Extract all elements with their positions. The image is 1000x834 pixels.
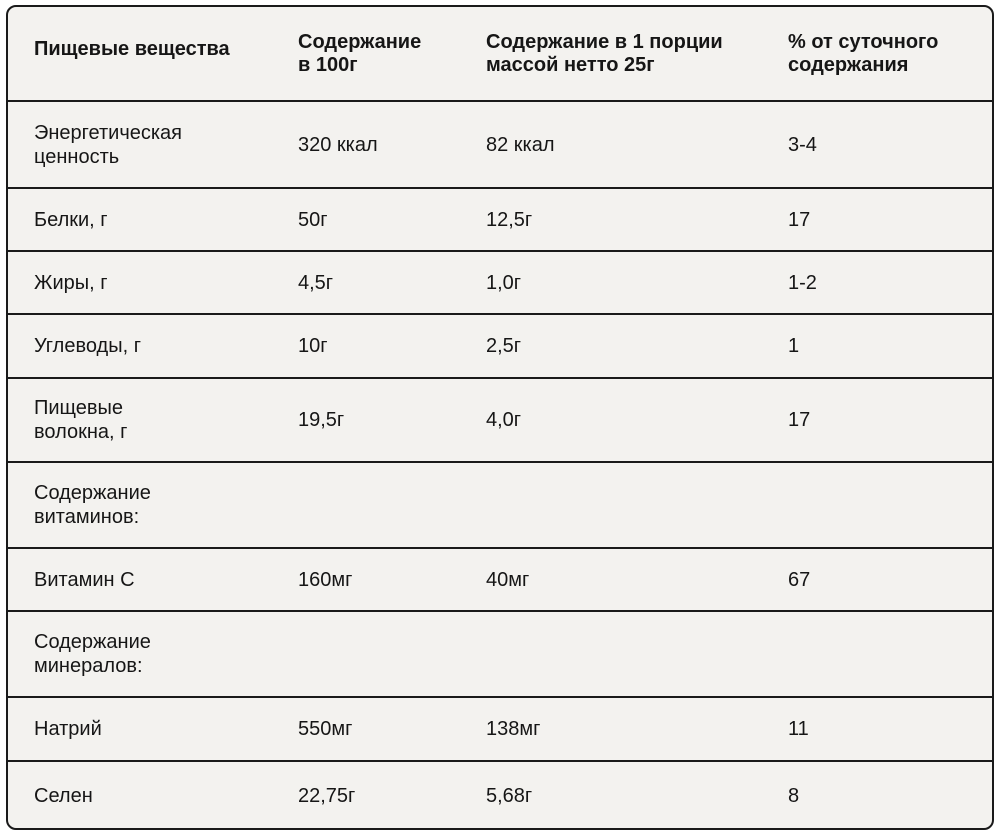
row-per-portion: 138мг (486, 718, 541, 740)
table-row (8, 315, 992, 379)
header-daily-percent: % от суточного содержания (788, 30, 939, 76)
table-row (8, 549, 992, 612)
row-nutrient: Натрий (34, 718, 102, 740)
table-section-row-minerals (8, 612, 992, 698)
row-per-100g: 160мг (298, 568, 353, 591)
row-daily-percent: 3-4 (788, 133, 817, 156)
section-label-minerals: Содержание минералов: (34, 631, 151, 677)
row-daily-percent: 17 (788, 208, 811, 231)
table-row (8, 379, 992, 463)
row-per-portion: 12,5г (486, 208, 533, 231)
row-daily-percent: 1-2 (788, 271, 817, 294)
header-per-portion: Содержание в 1 порции массой нетто 25г (486, 30, 723, 76)
row-per-portion: 4,0г (486, 409, 522, 431)
row-per-portion: 2,5г (486, 335, 522, 357)
row-per-100g: 320 ккал (298, 133, 378, 156)
row-per-portion: 1,0г (486, 271, 522, 294)
row-daily-percent: 8 (788, 785, 800, 807)
table-row (8, 189, 992, 252)
table-header-row (8, 7, 992, 102)
row-daily-percent: 17 (788, 409, 811, 431)
table-row (8, 762, 992, 830)
row-per-100g: 22,75г (298, 785, 356, 807)
table-row (8, 252, 992, 315)
row-per-100g: 10г (298, 335, 328, 357)
row-nutrient: Углеводы, г (34, 335, 141, 357)
section-label-vitamins: Содержание витаминов: (34, 482, 151, 528)
row-per-100g: 19,5г (298, 409, 345, 431)
table-section-row-vitamins (8, 463, 992, 549)
row-nutrient: Селен (34, 785, 93, 807)
row-daily-percent: 67 (788, 568, 811, 591)
row-per-portion: 82 ккал (486, 133, 555, 156)
header-nutrients: Пищевые вещества (34, 38, 230, 60)
row-daily-percent: 1 (788, 335, 800, 357)
row-daily-percent: 11 (788, 718, 809, 740)
table-row (8, 698, 992, 762)
row-per-portion: 40мг (486, 568, 530, 591)
row-per-100g: 4,5г (298, 271, 334, 294)
row-nutrient: Жиры, г (34, 271, 108, 294)
row-nutrient: Белки, г (34, 208, 108, 231)
row-nutrient: Витамин С (34, 568, 135, 591)
header-per-100g: Содержание в 100г (298, 30, 422, 76)
table-row (8, 102, 992, 189)
row-nutrient: Пищевые волокна, г (34, 397, 128, 443)
nutrition-table (6, 5, 994, 830)
row-per-portion: 5,68г (486, 785, 533, 807)
row-per-100g: 50г (298, 208, 328, 231)
row-per-100g: 550мг (298, 718, 353, 740)
row-nutrient: Энергетическая ценность (34, 121, 182, 168)
